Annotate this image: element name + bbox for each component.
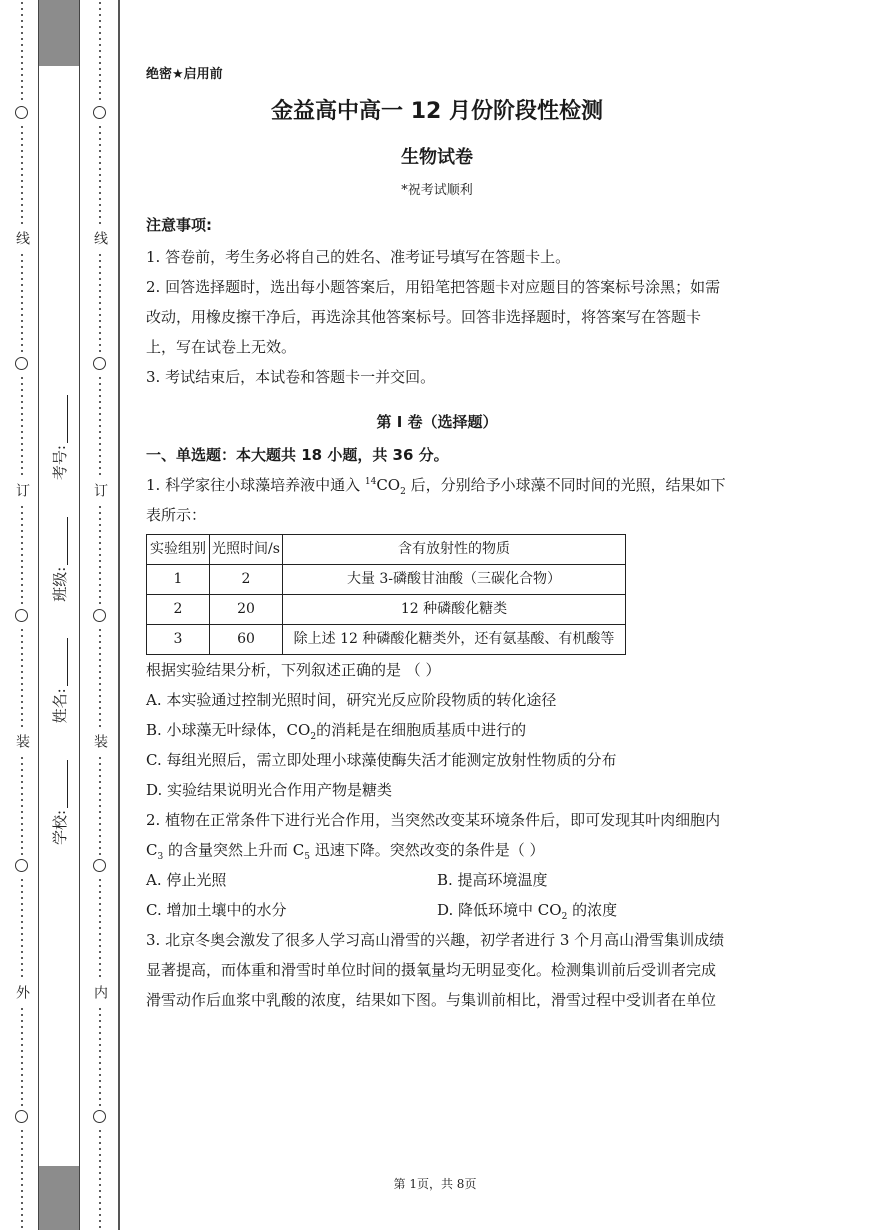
seal-mark-zhuang: 装 <box>14 734 30 748</box>
table-row <box>147 625 626 655</box>
notice-item: 1. 答卷前，考生务必将自己的姓名、准考证号填写在答题卡上。 <box>146 248 571 266</box>
table-header: 光照时间/s <box>210 535 283 565</box>
question-2-options-row <box>146 895 728 925</box>
seal-circle <box>93 859 106 872</box>
seal-circle <box>93 1110 106 1123</box>
seal-circle <box>15 859 28 872</box>
outer-seal-line <box>12 0 32 1230</box>
table-header: 含有放射性的物质 <box>283 535 626 565</box>
option-a[interactable]: A. 停止光照 <box>146 871 227 889</box>
option-c[interactable]: C. 增加土壤中的水分 <box>146 901 287 919</box>
notice-item: 2. 回答选择题时，选出每小题答案后，用铅笔把答题卡对应题目的答案标号涂黑；如需改动，用橡皮擦干净后，再选涂其他答案标号。回答非选择题时，将答案写在答题卡上，写在试卷上无效。 <box>146 278 721 356</box>
exam-number-field[interactable]: 考号: <box>49 395 70 480</box>
seal-mark-xian: 线 <box>14 231 30 245</box>
seal-mark-ding: 订 <box>14 483 30 497</box>
table-cell: 3 <box>147 625 210 655</box>
question-1-prompt: 根据实验结果分析，下列叙述正确的是 （ ） <box>146 661 441 679</box>
table-cell: 大量 3-磷酸甘油酸（三碳化合物） <box>283 565 626 595</box>
seal-mark-zhuang: 装 <box>92 734 108 748</box>
seal-circle <box>93 106 106 119</box>
exam-title: 金益高中高一 12 月份阶段性检测 <box>271 99 603 124</box>
seal-circle <box>93 357 106 370</box>
seal-mark-xian: 线 <box>92 231 108 245</box>
table-cell: 2 <box>147 595 210 625</box>
option-b[interactable]: B. 提高环境温度 <box>437 871 548 889</box>
table-header: 实验组别 <box>147 535 210 565</box>
page-edge-line <box>118 0 120 1230</box>
seal-circle <box>15 609 28 622</box>
table-cell: 20 <box>210 595 283 625</box>
inner-seal-line <box>90 0 110 1230</box>
binding-margin <box>0 0 120 1230</box>
option-b[interactable]: B. 小球藻无叶绿体，$CO_2$的消耗是在细胞质基质中进行的 <box>146 721 527 742</box>
table-row <box>147 565 626 595</box>
table-cell: 60 <box>210 625 283 655</box>
confidential-label: 绝密★启用前 <box>146 67 223 82</box>
table-cell: 除上述 12 种磷酸化糖类外，还有氨基酸、有机酸等 <box>283 625 626 655</box>
option-c[interactable]: C. 每组光照后，需立即处理小球藻使酶失活才能测定放射性物质的分布 <box>146 751 617 769</box>
experiment-table <box>146 534 626 655</box>
table-cell: 1 <box>147 565 210 595</box>
student-info-fields <box>44 395 74 845</box>
question-3-stem: 3. 北京冬奥会激发了很多人学习高山滑雪的兴趣，初学者进行 3 个月高山滑雪集训成绩显著提高，而体重和滑雪时单位时间的摄氧量均无明显变化。检测集训前后受训者完成滑雪动作后血浆中乳酸的浓度，结果如下图。与集训前相比，滑雪过程中受训者在单位 <box>146 931 725 1009</box>
seal-circle <box>93 609 106 622</box>
table-cell: 2 <box>210 565 283 595</box>
seal-mark-nei: 内 <box>92 985 108 999</box>
notice-heading: 注意事项: <box>146 216 212 234</box>
question-2-options-row <box>146 865 728 895</box>
table-row <box>147 595 626 625</box>
option-d[interactable]: D. 实验结果说明光合作用产物是糖类 <box>146 781 393 799</box>
table-cell: 12 种磷酸化糖类 <box>283 595 626 625</box>
question-1-stem: 1. 科学家往小球藻培养液中通入 $^{14}CO_2$ 后，分别给予小球藻不同时间的光照，结果如下表所示： <box>146 476 726 524</box>
class-field[interactable]: 班级: <box>49 517 70 602</box>
good-luck-note: *祝考试顺利 <box>401 183 473 198</box>
notice-item: 3. 考试结束后，本试卷和答题卡一并交回。 <box>146 368 436 386</box>
exam-subtitle: 生物试卷 <box>401 147 473 168</box>
section-heading: 第 I 卷（选择题） <box>376 413 498 431</box>
exam-content <box>146 60 728 1015</box>
question-2-stem: 2. 植物在正常条件下进行光合作用，当突然改变某环境条件后，即可发现其叶肉细胞内 $C_3$ 的含量突然上升而 $C_5$ 迅速下降。突然改变的条件是（ ） <box>146 811 721 862</box>
school-field[interactable]: 学校: <box>49 760 70 845</box>
table-header-row <box>147 535 626 565</box>
page-footer: 第 1页，共 8页 <box>393 1177 477 1191</box>
part-heading: 一、单选题：本大题共 18 小题，共 36 分。 <box>146 446 449 464</box>
seal-circle <box>15 1110 28 1123</box>
seal-mark-wai: 外 <box>14 985 30 999</box>
option-d[interactable]: D. 降低环境中 $CO_2$ 的浓度 <box>437 901 618 922</box>
seal-circle <box>15 106 28 119</box>
name-field[interactable]: 姓名: <box>49 638 70 723</box>
option-a[interactable]: A. 本实验通过控制光照时间，研究光反应阶段物质的转化途径 <box>146 691 557 709</box>
seal-mark-ding: 订 <box>92 483 108 497</box>
seal-circle <box>15 357 28 370</box>
